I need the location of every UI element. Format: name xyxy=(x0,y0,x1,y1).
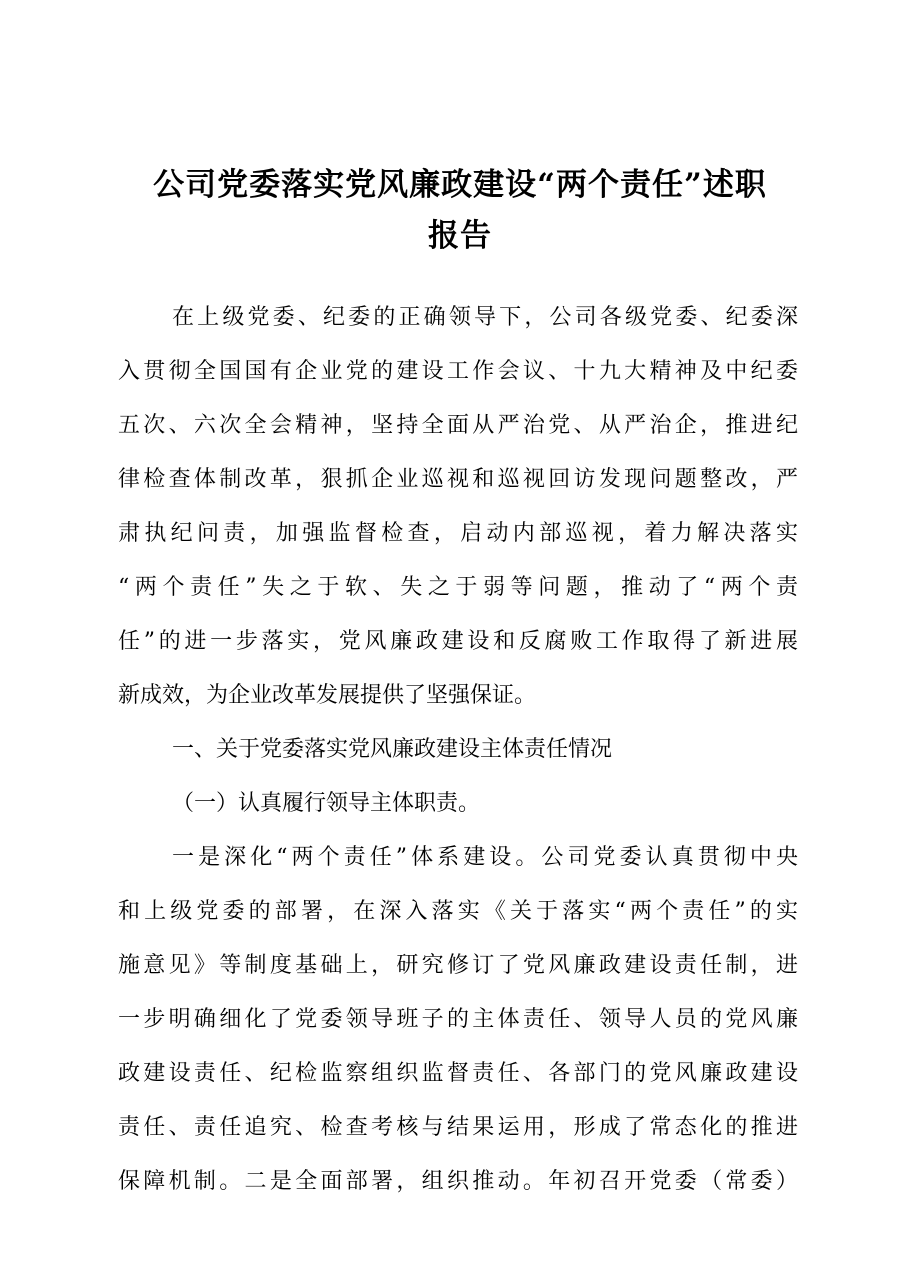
section-heading-1: 一、关于党委落实党风廉政建设主体责任情况 xyxy=(172,737,613,762)
paragraph-2-line-1: 一是深化“两个责任”体系建设。公司党委认真贯彻中央 xyxy=(172,845,798,870)
paragraph-1-line-4: 律检查体制改革，狠抓企业巡视和巡视回访发现问题整改，严 xyxy=(118,467,798,492)
paragraph-1-line-1: 在上级党委、纪委的正确领导下，公司各级党委、纪委深 xyxy=(172,305,798,330)
document-title-line-1: 公司党委落实党风廉政建设“两个责任”述职 xyxy=(153,167,767,203)
paragraph-2-line-4: 一步明确细化了党委领导班子的主体责任、领导人员的党风廉 xyxy=(118,1007,798,1032)
paragraph-1-line-3: 五次、六次全会精神，坚持全面从严治党、从严治企，推进纪 xyxy=(118,413,798,438)
paragraph-1-line-6: “两个责任”失之于软、失之于弱等问题，推动了“两个责 xyxy=(118,575,798,600)
paragraph-1-line-8: 新成效，为企业改革发展提供了坚强保证。 xyxy=(118,683,537,708)
document-title-line-2: 报告 xyxy=(428,218,492,254)
paragraph-2-line-2: 和上级党委的部署，在深入落实《关于落实“两个责任”的实 xyxy=(118,899,798,924)
paragraph-1-line-7: 任”的进一步落实，党风廉政建设和反腐败工作取得了新进展 xyxy=(118,629,798,654)
paragraph-1-line-5: 肃执纪问责，加强监督检查，启动内部巡视，着力解决落实 xyxy=(118,521,798,546)
paragraph-2-line-5: 政建设责任、纪检监察组织监督责任、各部门的党风廉政建设 xyxy=(118,1061,798,1086)
subsection-heading-1: （一）认真履行领导主体职责。 xyxy=(172,791,481,816)
paragraph-2-line-7: 保障机制。二是全面部署，组织推动。年初召开党委（常委） xyxy=(118,1169,798,1194)
paragraph-1-line-2: 入贯彻全国国有企业党的建设工作会议、十九大精神及中纪委 xyxy=(118,359,798,384)
paragraph-2-line-6: 责任、责任追究、检查考核与结果运用，形成了常态化的推进 xyxy=(118,1115,798,1140)
paragraph-2-line-3: 施意见》等制度基础上，研究修订了党风廉政建设责任制，进 xyxy=(118,953,798,978)
